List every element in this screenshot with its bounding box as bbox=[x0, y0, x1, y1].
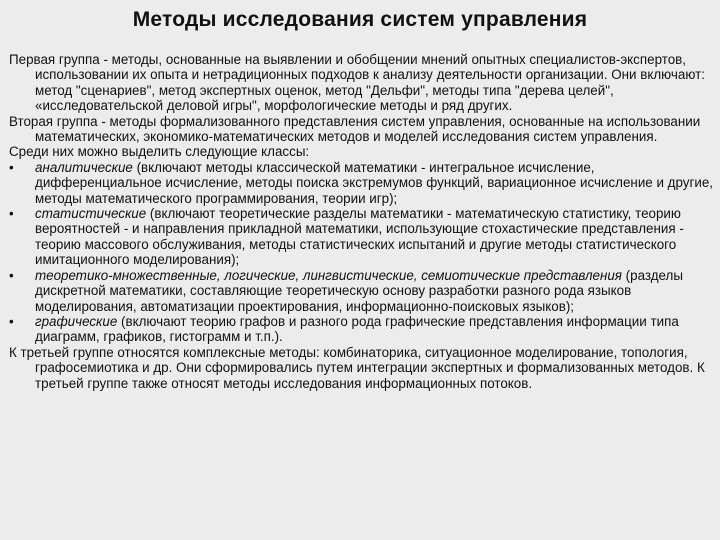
bullet-icon: • bbox=[9, 206, 14, 222]
bullet-item-graphic bbox=[9, 314, 713, 345]
bullet-term: аналитические bbox=[35, 159, 133, 175]
paragraph-first-group: Первая группа - методы, основанные на выявлении и обобщении мнений опытных специалистов-экспертов, использовании их опыта и нетрадиционных подходов к анализу деятельности организации. Они включают: метод "сценариев", метод экспертных оценок, метод "Дельфи", методы типа "дерева целей", «исследовательской деловой игры", морфологические методы и ряд других. bbox=[9, 52, 705, 114]
paragraph-second-group: Вторая группа - методы формализованного представления систем управления, основанные на использовании математических, экономико-математических методов и моделей исследования систем управления. bbox=[9, 113, 701, 145]
bullet-text: (разделы дискретной математики, составляющие теоретическую основу разработки разного рода языков моделирования, автоматизации проектирования, информационно-поисковых языков); bbox=[35, 267, 683, 314]
bullet-text: (включают методы классической математики - интегральное исчисление, дифференциальное исчисление, методы поиска экстремумов функций, вариационное исчисление и другие, методы математического программирования, теории игр); bbox=[35, 159, 713, 206]
paragraph-third-group: К третьей группе относятся комплексные методы: комбинаторика, ситуационное моделирование, топология, графосемиотика и др. Они сформировались путем интеграции экспертных и формализованных методов. К третьей группе также относят методы исследования информационных потоков. bbox=[9, 344, 705, 391]
bullet-text: (включают теорию графов и разного рода графические представления информации типа диаграмм, графиков, гистограмм и т.п.). bbox=[35, 313, 679, 345]
bullet-item-analytic bbox=[9, 160, 713, 206]
bullet-term: статистические bbox=[35, 206, 147, 222]
slide-body bbox=[9, 52, 713, 391]
bullet-item-statistical bbox=[9, 206, 713, 268]
bullet-icon: • bbox=[9, 267, 14, 283]
bullet-text: (включают теоретические разделы математики - математическую статистику, теорию вероятностей - и направления прикладной математики, использующие стохастические представления - теорию массового обслуживания, методы статистических испытаний и другие методы статистического имитационного моделирования); bbox=[35, 206, 684, 268]
slide-title: Методы исследования систем управления bbox=[132, 8, 588, 31]
bullet-term: теоретико-множественные, логические, лингвистические, семиотические представления bbox=[35, 267, 622, 283]
bullet-term: графические bbox=[35, 313, 118, 329]
bullet-icon: • bbox=[9, 159, 14, 175]
bullet-icon: • bbox=[9, 313, 14, 329]
bullet-item-set-theoretic bbox=[9, 268, 713, 314]
paragraph-classes-intro: Среди них можно выделить следующие классы: bbox=[9, 144, 310, 160]
